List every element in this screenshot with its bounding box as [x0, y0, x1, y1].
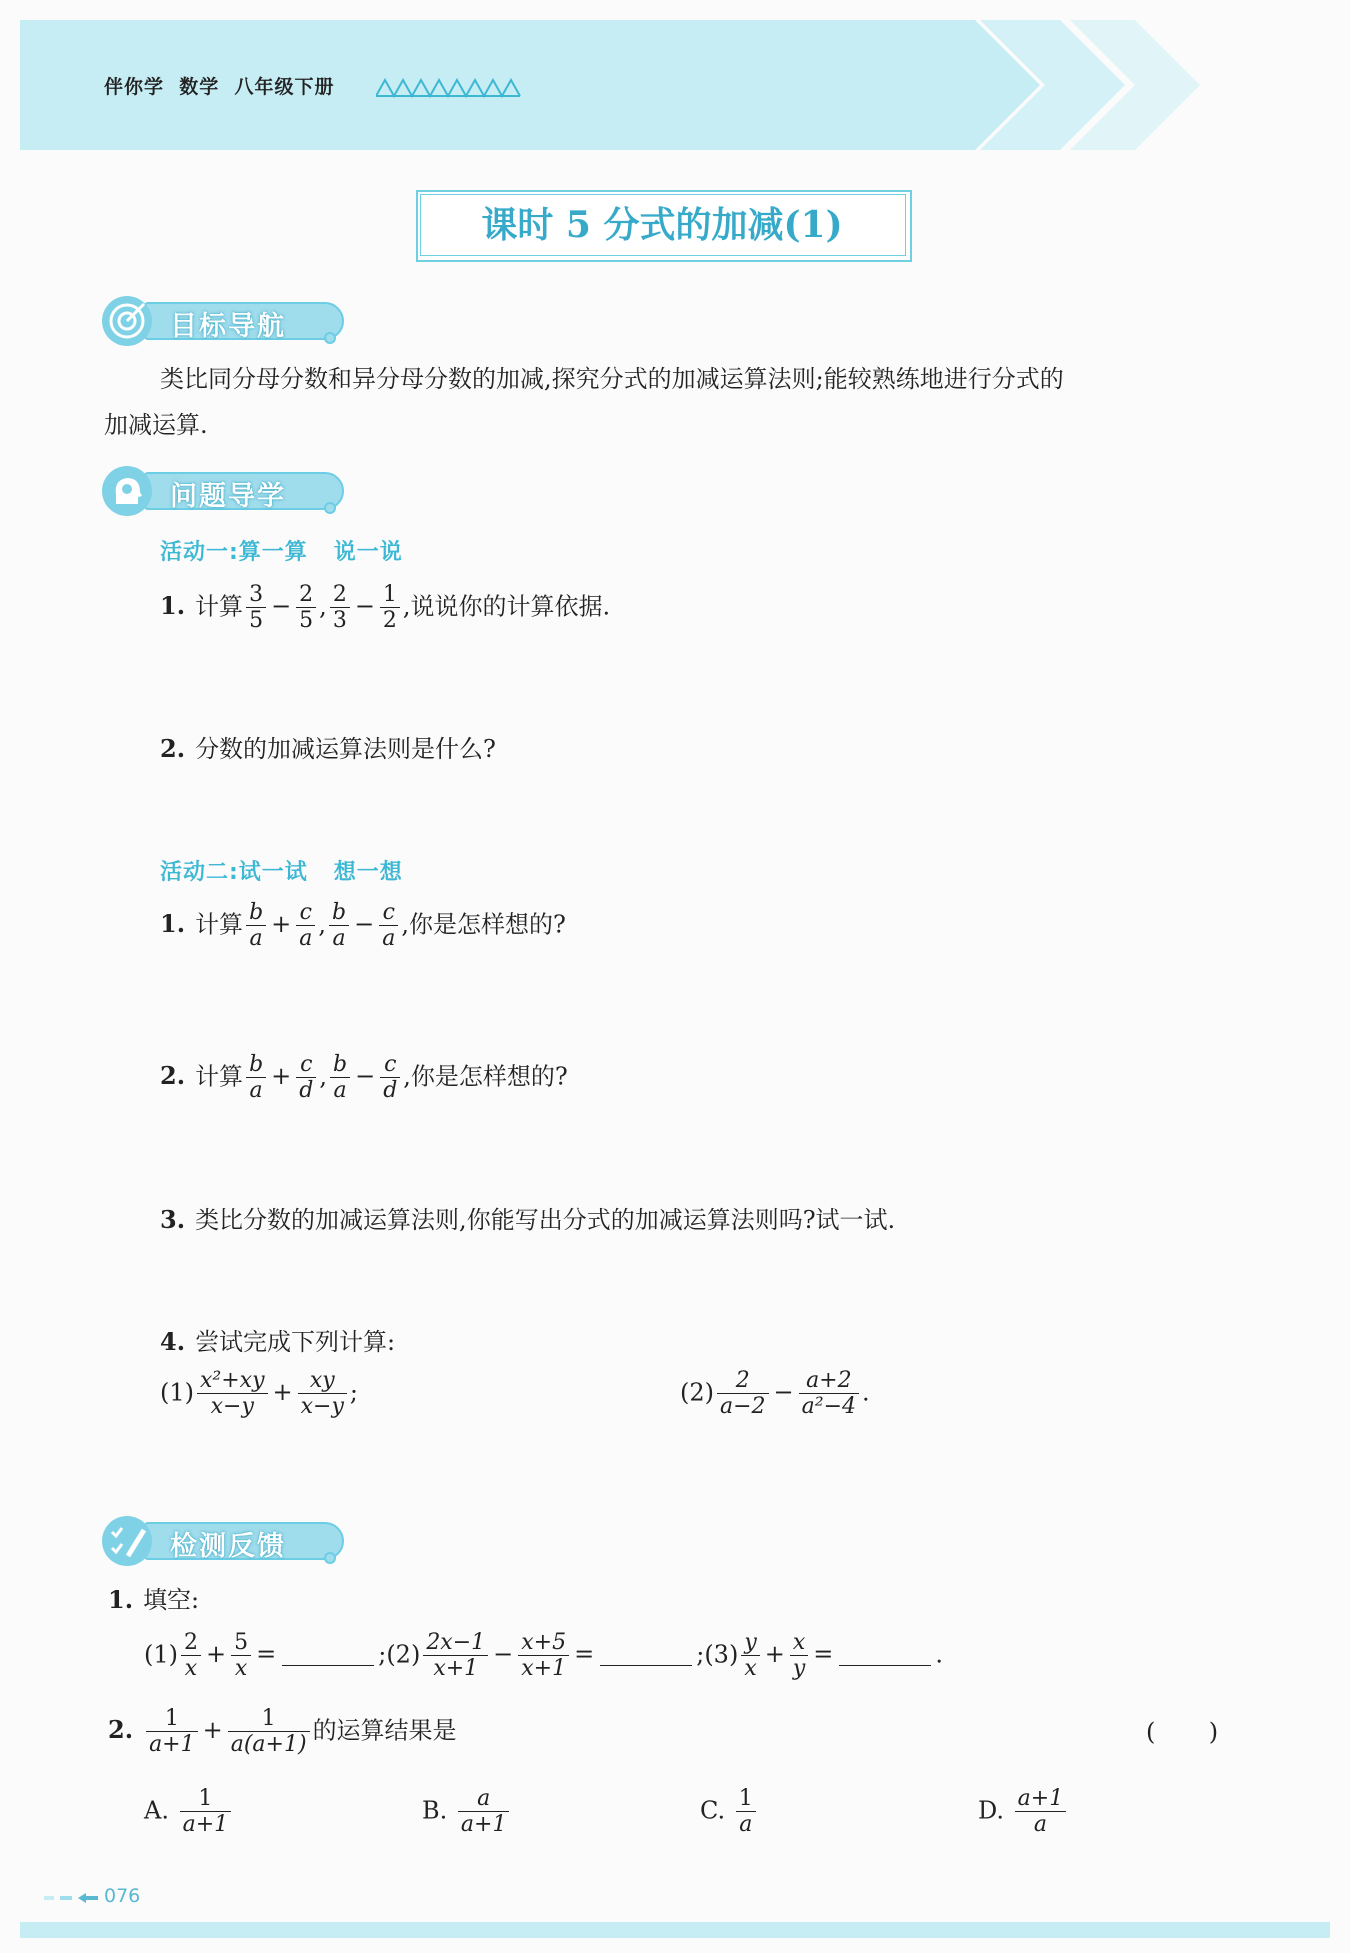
numerator: c: [379, 900, 398, 926]
denominator: 2: [382, 608, 397, 634]
denominator: a: [382, 926, 396, 952]
denominator: a: [299, 926, 313, 952]
equals-sign: =: [574, 1640, 595, 1669]
denominator: a: [739, 1812, 753, 1838]
question-number: 3.: [160, 1205, 186, 1234]
fraction: [330, 582, 350, 634]
denominator: a: [333, 1078, 347, 1104]
separator: ,: [318, 910, 327, 939]
option-letter: B.: [422, 1796, 448, 1825]
operator: −: [773, 1378, 794, 1407]
answer-parentheses[interactable]: ( ): [1146, 1718, 1219, 1746]
a2-q4-part-2: [680, 1368, 870, 1420]
a2-question-1: [160, 900, 566, 952]
q-prefix: 计算: [195, 1062, 244, 1091]
equals-sign: =: [256, 1640, 277, 1669]
fraction: [423, 1630, 488, 1682]
numerator: a+2: [799, 1368, 859, 1394]
denominator: 3: [332, 608, 347, 634]
goal-text: 类比同分母分数和异分母分数的加减,探究分式的加减运算法则;能较熟练地进行分式的: [160, 365, 1064, 393]
q-suffix: ,说说你的计算依据.: [402, 592, 611, 621]
numerator: x+5: [518, 1630, 569, 1656]
operator: +: [272, 1378, 293, 1407]
numerator: c: [296, 900, 315, 926]
option-c[interactable]: [700, 1786, 759, 1838]
answer-blank[interactable]: [600, 1645, 692, 1666]
numerator: 1: [180, 1786, 232, 1812]
q-suffix: ,你是怎样想的?: [401, 910, 566, 939]
page-number: 076: [104, 1885, 141, 1907]
q-suffix: 的运算结果是: [312, 1716, 457, 1745]
numerator: y: [741, 1630, 759, 1656]
denominator: a: [249, 926, 263, 952]
footer-band: [20, 1922, 1330, 1938]
badge-label: 问题导学: [170, 481, 286, 512]
badge-tail: [324, 502, 336, 514]
operator: +: [271, 910, 292, 939]
option-letter: C.: [700, 1796, 726, 1825]
a2-question-4: [160, 1322, 395, 1357]
denominator: x: [744, 1656, 757, 1682]
operator: +: [764, 1640, 785, 1669]
numerator: x: [790, 1630, 808, 1656]
a2-q4-part-1: [160, 1368, 358, 1420]
fraction: [458, 1786, 510, 1838]
operator: −: [354, 592, 375, 621]
operator: +: [206, 1640, 227, 1669]
numerator: b: [246, 1052, 266, 1078]
target-icon: [102, 296, 152, 346]
numerator: 2: [330, 582, 350, 608]
separator: ,: [319, 1062, 327, 1091]
denominator: x: [234, 1656, 248, 1682]
fraction: [296, 900, 315, 952]
fraction: [298, 1368, 347, 1420]
a1-question-2: [160, 729, 496, 764]
fraction: [246, 582, 266, 634]
numerator: c: [296, 1052, 316, 1078]
option-letter: A.: [144, 1796, 169, 1825]
head-gear-icon: [102, 466, 152, 516]
question-number: 4.: [160, 1327, 186, 1356]
fraction: [146, 1706, 198, 1758]
denominator: a+1: [149, 1732, 195, 1758]
fraction: [231, 1630, 251, 1682]
numerator: c: [380, 1052, 400, 1078]
end-punct: ;: [378, 1640, 387, 1669]
part-label: (1): [160, 1378, 194, 1407]
denominator: a+1: [460, 1812, 507, 1838]
fraction: [296, 1052, 316, 1104]
denominator: a²−4: [801, 1394, 857, 1420]
question-text: 填空:: [143, 1586, 200, 1614]
option-a[interactable]: [144, 1786, 234, 1838]
separator: ,: [319, 592, 327, 621]
checklist-pencil-icon: [102, 1516, 152, 1566]
option-letter: D.: [978, 1796, 1005, 1825]
numerator: 3: [246, 582, 266, 608]
end-punct: .: [935, 1640, 944, 1669]
fraction: [379, 900, 398, 952]
section-badge-check: [102, 1518, 336, 1564]
fraction: [380, 582, 400, 634]
denominator: a: [1033, 1812, 1047, 1838]
denominator: x−y: [210, 1394, 254, 1420]
denominator: 5: [299, 608, 314, 634]
fraction: [1015, 1786, 1067, 1838]
section-badge-guide: [102, 468, 336, 514]
operator: −: [271, 592, 292, 621]
q-prefix: 计算: [195, 592, 244, 621]
header-text: 伴你学 数学 八年级下册: [104, 76, 335, 98]
denominator: x+1: [521, 1656, 567, 1682]
option-d[interactable]: [978, 1786, 1069, 1838]
numerator: 5: [231, 1630, 251, 1656]
header-zigzag-ornament: [376, 78, 522, 98]
question-number: 2.: [108, 1715, 134, 1745]
equals-sign: =: [813, 1640, 834, 1669]
numerator: b: [246, 900, 266, 926]
numerator: 1: [228, 1706, 310, 1732]
goal-text-2: 加减运算.: [104, 411, 208, 439]
question-text: 分数的加减运算法则是什么?: [195, 735, 496, 763]
fraction: [736, 1786, 756, 1838]
part-label: (2): [386, 1640, 421, 1669]
denominator: x+1: [433, 1656, 479, 1682]
fraction: [180, 1786, 232, 1838]
numerator: 1: [736, 1786, 756, 1812]
numerator: 2: [296, 582, 316, 608]
header-chevrons: [940, 20, 1230, 150]
badge-tail: [324, 1552, 336, 1564]
numerator: 1: [146, 1706, 198, 1732]
a1-question-1: [160, 582, 610, 634]
question-number: 1.: [160, 591, 186, 621]
denominator: a: [332, 926, 346, 952]
a2-question-3: [160, 1200, 895, 1235]
answer-blank[interactable]: [282, 1645, 374, 1666]
numerator: 2x−1: [423, 1630, 488, 1656]
fraction: [296, 582, 316, 634]
answer-blank[interactable]: [839, 1645, 931, 1666]
denominator: x−y: [300, 1394, 344, 1420]
numerator: a+1: [1015, 1786, 1067, 1812]
activity-two-title: 活动二:试一试 想一想: [160, 860, 403, 885]
footer-arrow-icon: [44, 1892, 100, 1904]
option-b[interactable]: [422, 1786, 512, 1838]
numerator: 2: [181, 1630, 201, 1656]
q-suffix: ,你是怎样想的?: [403, 1062, 568, 1091]
fraction: [228, 1706, 310, 1758]
denominator: 5: [249, 608, 264, 634]
a2-question-2: [160, 1052, 568, 1104]
fraction: [717, 1368, 769, 1420]
fraction: [380, 1052, 400, 1104]
check-q1-parts: [144, 1630, 943, 1682]
page-title: 课时 5 分式的加减(1): [481, 204, 843, 246]
fraction: [330, 1052, 350, 1104]
badge-tail: [324, 332, 336, 344]
denominator: a: [249, 1078, 263, 1104]
numerator: 1: [380, 582, 400, 608]
operator: −: [493, 1640, 514, 1669]
denominator: x: [184, 1656, 198, 1682]
operator: +: [202, 1716, 223, 1745]
badge-label: 检测反馈: [170, 1531, 286, 1562]
fraction: [246, 1052, 266, 1104]
numerator: 2: [717, 1368, 769, 1394]
fraction: [790, 1630, 808, 1682]
end-punct: ;: [349, 1378, 358, 1407]
denominator: a(a+1): [230, 1732, 307, 1758]
question-number: 1.: [160, 909, 186, 939]
q-prefix: 计算: [195, 910, 244, 939]
fraction: [181, 1630, 201, 1682]
question-text: 类比分数的加减运算法则,你能写出分式的加减运算法则吗?试一试.: [195, 1206, 896, 1234]
part-label: (2): [680, 1378, 714, 1407]
fraction: [197, 1368, 268, 1420]
part-label: (1): [144, 1640, 178, 1669]
operator: −: [355, 1062, 376, 1091]
activity-one-title: 活动一:算一算 说一说: [160, 540, 403, 565]
question-number: 1.: [108, 1585, 134, 1614]
denominator: y: [792, 1656, 806, 1682]
denominator: a−2: [720, 1394, 766, 1420]
fraction: [329, 900, 349, 952]
numerator: x²+xy: [197, 1368, 268, 1394]
operator: −: [354, 910, 375, 939]
question-number: 2.: [160, 1061, 186, 1091]
end-punct: ;: [696, 1640, 705, 1669]
operator: +: [271, 1062, 292, 1091]
question-text: 尝试完成下列计算:: [195, 1328, 396, 1356]
numerator: a: [458, 1786, 510, 1812]
denominator: d: [383, 1078, 398, 1104]
badge-label: 目标导航: [170, 311, 286, 342]
numerator: b: [330, 1052, 350, 1078]
check-question-2: [108, 1706, 457, 1758]
numerator: b: [329, 900, 349, 926]
end-punct: .: [862, 1378, 870, 1407]
fraction: [741, 1630, 759, 1682]
part-label: (3): [704, 1640, 739, 1669]
question-number: 2.: [160, 734, 186, 763]
check-question-1: [108, 1580, 199, 1615]
denominator: d: [299, 1078, 314, 1104]
denominator: a+1: [182, 1812, 229, 1838]
section-badge-goal: [102, 298, 336, 344]
fraction: [246, 900, 266, 952]
fraction: [799, 1368, 859, 1420]
numerator: xy: [298, 1368, 347, 1394]
fraction: [518, 1630, 569, 1682]
